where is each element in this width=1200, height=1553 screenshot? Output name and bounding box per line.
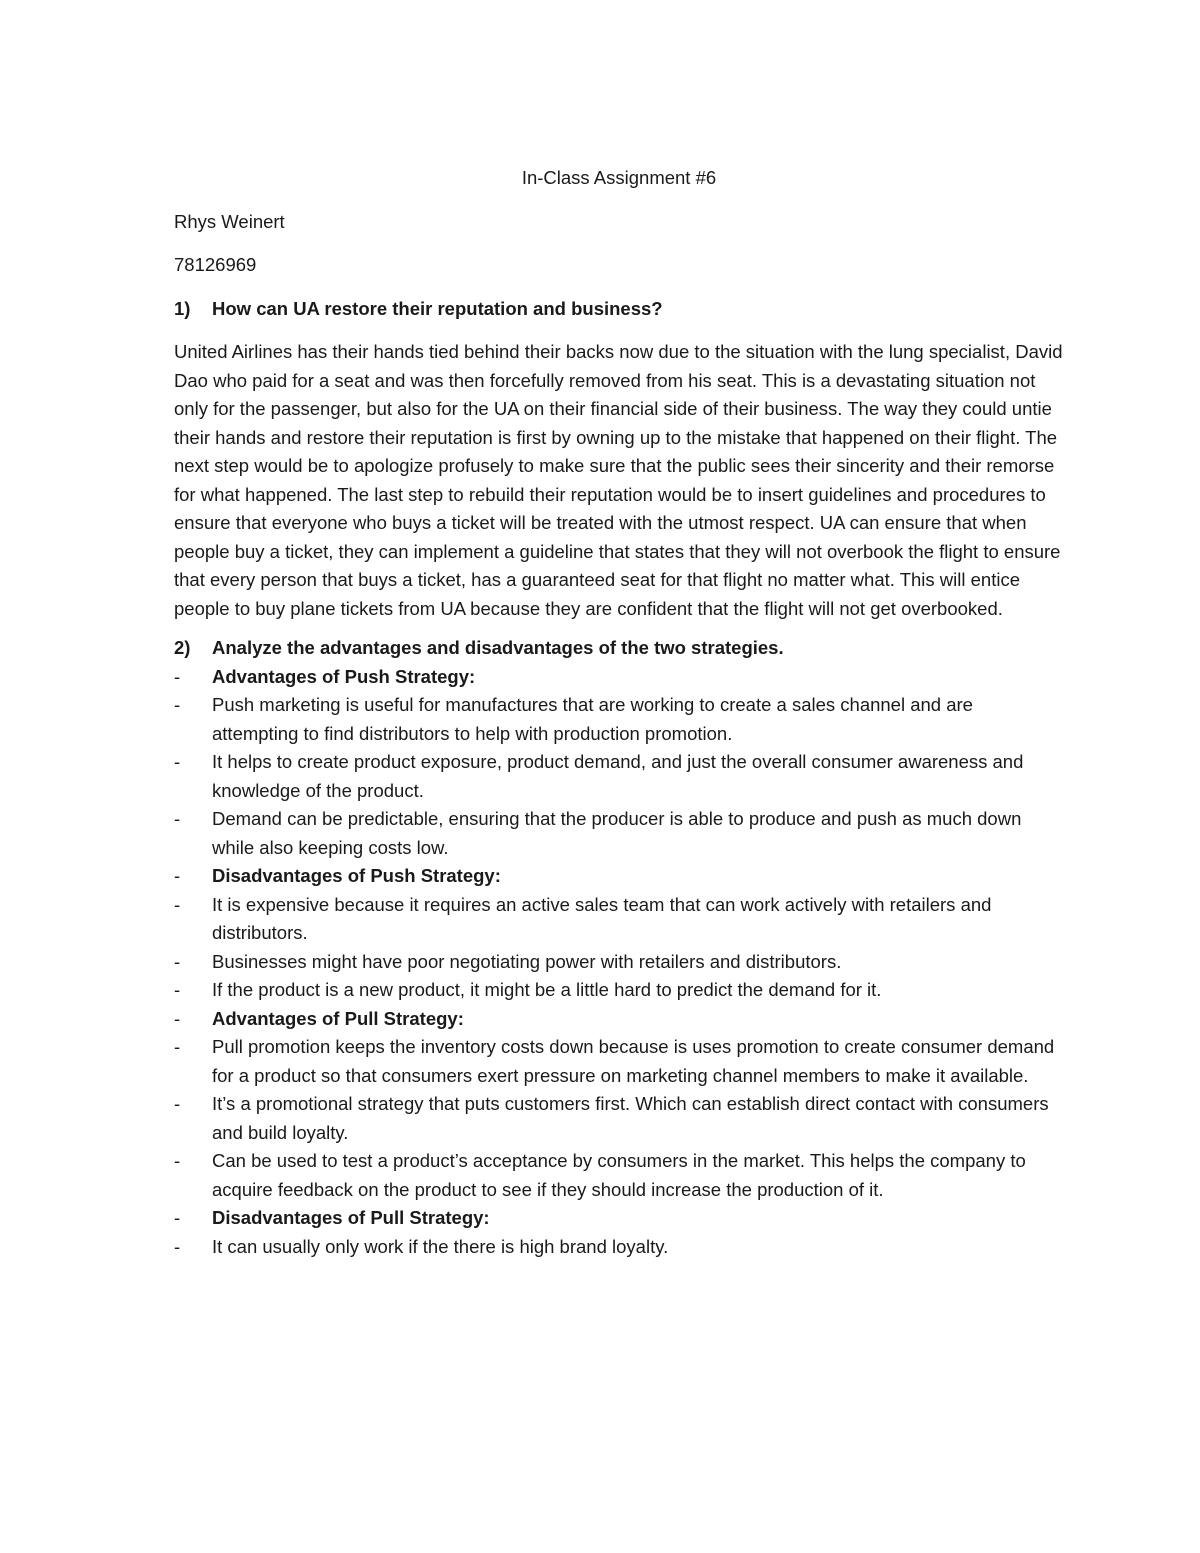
bullet-item xyxy=(174,1090,1064,1147)
question-2 xyxy=(174,634,1064,663)
bullet-item xyxy=(174,1147,1064,1204)
bullet-dash: - xyxy=(174,865,181,886)
document-body xyxy=(174,164,1064,1261)
bullet-item xyxy=(174,691,1064,748)
bullet-text: Advantages of Push Strategy: xyxy=(212,665,476,687)
bullet-text: Disadvantages of Pull Strategy: xyxy=(212,1207,490,1228)
bullet-item xyxy=(174,976,1064,1005)
bullet-item xyxy=(174,1033,1064,1090)
question-2-text: Analyze the advantages and disadvantages of the two strategies. xyxy=(212,637,784,658)
bullet-item xyxy=(174,948,1064,977)
question-2-number: 2) xyxy=(174,637,191,658)
bullet-text: Businesses might have poor negotiating power with retailers and distributors. xyxy=(212,950,842,972)
bullet-text: It can usually only work if the there is high brand loyalty. xyxy=(212,1235,669,1257)
bullet-dash: - xyxy=(174,808,181,829)
bullet-dash: - xyxy=(174,1235,181,1257)
document-title: In-Class Assignment #6 xyxy=(521,167,717,188)
author-name: Rhys Weinert xyxy=(174,210,285,232)
bullet-dash: - xyxy=(174,1207,181,1228)
bullet-text: Pull promotion keeps the inventory costs down because is uses promotion to create consumer demand for a product so that consumers exert pressure on marketing channel members to make it available. xyxy=(212,1036,1055,1086)
answer-1-paragraph: United Airlines has their hands tied behind their backs now due to the situation with the lung specialist, David Dao who paid for a seat and was then forcefully removed from his seat. This is a devastating situation not only for the passenger, but also for the UA on their financial side of their business. The way they could untie their hands and restore their reputation is first by owning up to the mistake that happened on their flight. The next step would be to apologize profusely to make sure that the public sees their sincerity and their remorse for what happened. The last step to rebuild their reputation would be to insert guidelines and procedures to ensure that everyone who buys a ticket will be treated with the utmost respect. UA can ensure that when people buy a ticket, they can implement a guideline that states that they will not overbook the flight to ensure that every person that buys a ticket, has a guaranteed seat for that flight no matter what. This will entice people to buy plane tickets from UA because they are confident that the flight will not get overbooked. xyxy=(174,341,1063,619)
bullet-dash: - xyxy=(174,1150,181,1171)
bullet-dash: - xyxy=(174,1093,181,1114)
student-id: 78126969 xyxy=(174,254,257,275)
bullet-item xyxy=(174,805,1064,862)
bullet-text: It helps to create product exposure, product demand, and just the overall consumer awareness and knowledge of the product. xyxy=(212,751,1024,801)
bullet-heading-push-advantages xyxy=(174,663,1064,692)
bullet-text: If the product is a new product, it might be a little hard to predict the demand for it. xyxy=(212,979,882,1000)
bullet-item xyxy=(174,1233,1064,1262)
bullet-heading-pull-advantages xyxy=(174,1005,1064,1034)
bullet-text: Advantages of Pull Strategy: xyxy=(212,1007,464,1029)
bullet-item xyxy=(174,891,1064,948)
bullet-text: It is expensive because it requires an active sales team that can work actively with retailers and distributors. xyxy=(212,893,992,943)
strategy-bullet-list xyxy=(174,663,1064,1262)
bullet-heading-pull-disadvantages xyxy=(174,1204,1064,1233)
question-1 xyxy=(174,295,1064,324)
question-1-text: How can UA restore their reputation and business? xyxy=(212,297,663,319)
bullet-dash: - xyxy=(174,1007,181,1029)
question-1-number: 1) xyxy=(174,297,191,319)
bullet-dash: - xyxy=(174,751,181,772)
bullet-text: Demand can be predictable, ensuring that the producer is able to produce and push as much down while also keeping costs low. xyxy=(212,808,1022,858)
bullet-dash: - xyxy=(174,665,181,687)
bullet-heading-push-disadvantages xyxy=(174,862,1064,891)
bullet-dash: - xyxy=(174,1036,181,1057)
bullet-item xyxy=(174,748,1064,805)
bullet-dash: - xyxy=(174,694,181,715)
bullet-dash: - xyxy=(174,893,181,915)
bullet-text: Disadvantages of Push Strategy: xyxy=(212,865,501,886)
bullet-dash: - xyxy=(174,979,181,1000)
bullet-text: It’s a promotional strategy that puts customers first. Which can establish direct contact with consumers and build loyalty. xyxy=(212,1093,1049,1143)
bullet-text: Push marketing is useful for manufactures that are working to create a sales channel and are attempting to find distributors to help with production promotion. xyxy=(212,694,973,744)
bullet-dash: - xyxy=(174,950,181,972)
bullet-text: Can be used to test a product’s acceptance by consumers in the market. This helps the company to acquire feedback on the product to see if they should increase the production of it. xyxy=(212,1150,1026,1200)
